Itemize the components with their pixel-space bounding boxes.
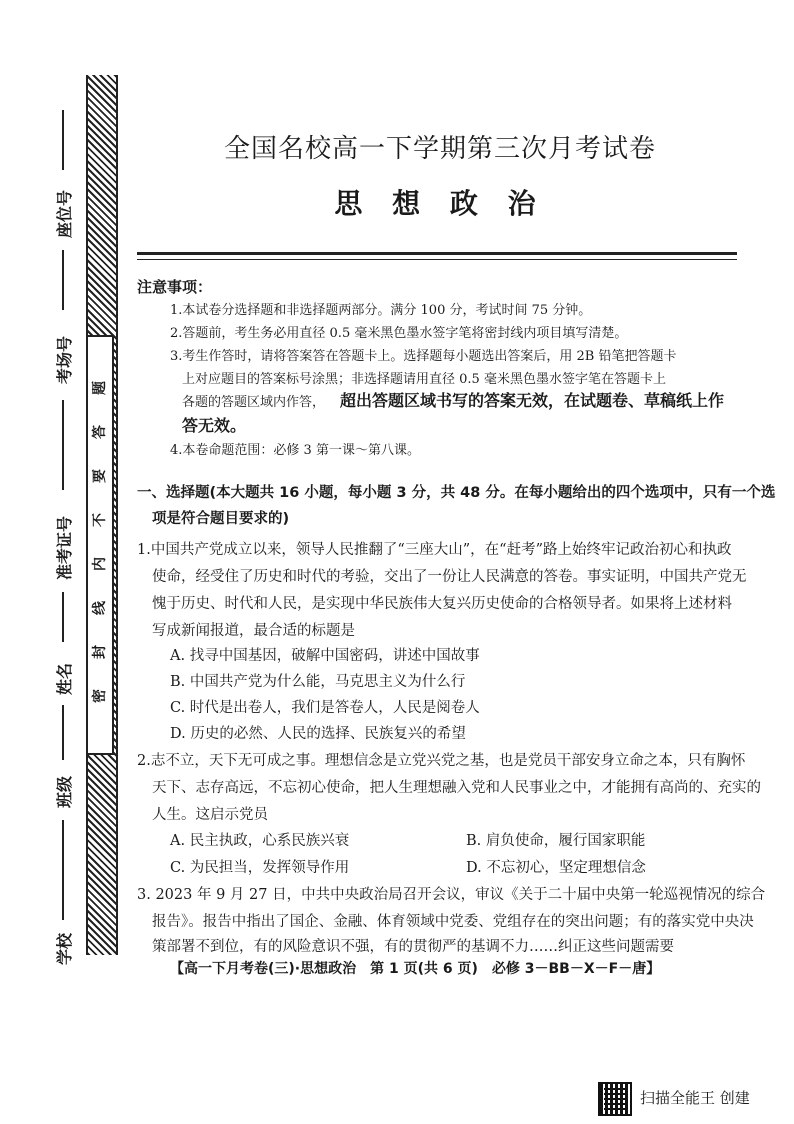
q2-stem: 2.志不立，天下无可成之事。理想信念是立党兴党之基，也是党员干部安身立命之本，只有胸怀 — [137, 753, 746, 769]
binding-char: 不 — [92, 513, 108, 527]
q3-stem: 策部署不到位，有的风险意识不强，有的贯彻严的基调不力……纠正这些问题需要 — [152, 939, 674, 955]
seat-line — [62, 110, 64, 170]
scanner-watermark: 扫描全能王 创建 — [640, 1089, 750, 1107]
q2-option-b: B. 肩负使命，履行国家职能 — [466, 833, 646, 849]
ticket-line — [62, 400, 64, 490]
q1-stem: 愧于历史、时代和人民，是实现中华民族伟大复兴历史使命的合格领导者。如果将上述材料 — [152, 596, 732, 612]
note-item: 4.本卷命题范围：必修 3 第一课～第八课。 — [170, 443, 420, 458]
note-item: 1.本试卷分选择题和非选择题两部分。满分 100 分，考试时间 75 分钟。 — [170, 303, 592, 318]
q3-stem: 3. 2023 年 9 月 27 日，中共中央政治局召开会议，审议《关于二十届中央第一轮巡视情况的综合 — [137, 887, 766, 903]
note-item: 上对应题目的答案标号涂黑；非选择题请用直径 0.5 毫米黑色墨水签字笔在答题卡上 — [182, 372, 666, 387]
subject-title: 思 想 政 治 — [334, 187, 546, 220]
section-heading-cont: 项是符合题目要求的) — [152, 511, 290, 527]
q1-option-d: D. 历史的必然、人民的选择、民族复兴的希望 — [170, 726, 466, 742]
note-item: 各题的答题区域内作答， — [182, 395, 326, 410]
header-rule-thin — [137, 259, 737, 260]
name-label: 姓名 — [55, 662, 74, 695]
q1-stem: 1.中国共产党成立以来，领导人民推翻了“三座大山”，在“赶考”路上始终牢记政治初心和执政 — [137, 542, 732, 558]
q1-option-c: C. 时代是出卷人，我们是答卷人，人民是阅卷人 — [170, 700, 480, 716]
class-label: 班级 — [55, 775, 74, 808]
q2-stem: 天下、志存高远，不忘初心使命，把人生理想融入党和人民事业之中，才能拥有高尚的、充实的 — [152, 780, 761, 796]
binding-char: 封 — [92, 645, 108, 659]
binding-char: 密 — [92, 689, 108, 703]
note-item: 3.考生作答时，请将答案答在答题卡上。选择题每小题选出答案后，用 2B 铅笔把答题卡 — [170, 349, 677, 364]
note-item-emphasis: 答无效。 — [182, 416, 247, 435]
school-line — [62, 820, 64, 920]
exam-title: 全国名校高一下学期第三次月考试卷 — [223, 134, 656, 164]
binding-char: 线 — [92, 601, 108, 615]
q1-stem: 写成新闻报道，最合适的标题是 — [152, 623, 355, 639]
qr-code-pattern — [604, 1088, 626, 1110]
name-line — [62, 592, 64, 642]
binding-char: 答 — [92, 425, 108, 439]
seat-label: 座位号 — [55, 189, 74, 238]
binding-char: 要 — [92, 469, 108, 483]
q3-stem: 报告》。报告中指出了国企、金融、体育领域中党委、党组存在的突出问题；有的落实党中央决 — [152, 914, 754, 930]
q2-option-c: C. 为民担当，发挥领导作用 — [170, 860, 350, 876]
q1-stem: 使命，经受住了历史和时代的考验，交出了一份让人民满意的答卷。事实证明，中国共产党无 — [152, 569, 747, 585]
exam-room-line — [62, 250, 64, 310]
note-item: 2.答题前，考生务必用直径 0.5 毫米黑色墨水签字笔将密封线内项目填写清楚。 — [170, 326, 628, 341]
notes-heading: 注意事项： — [137, 278, 213, 296]
note-item-emphasis: 超出答题区域书写的答案无效，在试题卷、草稿纸上作 — [340, 391, 725, 410]
section-heading: 一、选择题(本大题共 16 小题，每小题 3 分，共 48 分。在每小题给出的四个选项中，只有一个选 — [137, 485, 776, 501]
binding-char: 内 — [92, 557, 108, 571]
q1-option-b: B. 中国共产党为什么能，马克思主义为什么行 — [170, 674, 466, 690]
page-footer: 【高一下月考卷(三)·思想政治 第 1 页(共 6 页) 必修 3－BB－X－F－唐】 — [170, 961, 661, 977]
q1-option-a: A. 找寻中国基因，破解中国密码，讲述中国故事 — [170, 648, 480, 664]
q2-option-d: D. 不忘初心，坚定理想信念 — [466, 860, 646, 876]
q2-stem: 人生。这启示党员 — [152, 807, 268, 823]
class-line — [62, 705, 64, 760]
header-rule-thick — [137, 252, 737, 255]
binding-char: 题 — [92, 381, 108, 395]
school-label: 学校 — [55, 932, 74, 965]
ticket-label: 准考证号 — [55, 515, 74, 580]
q2-option-a: A. 民主执政，心系民族兴衰 — [170, 833, 350, 849]
exam-room-label: 考场号 — [55, 335, 74, 384]
